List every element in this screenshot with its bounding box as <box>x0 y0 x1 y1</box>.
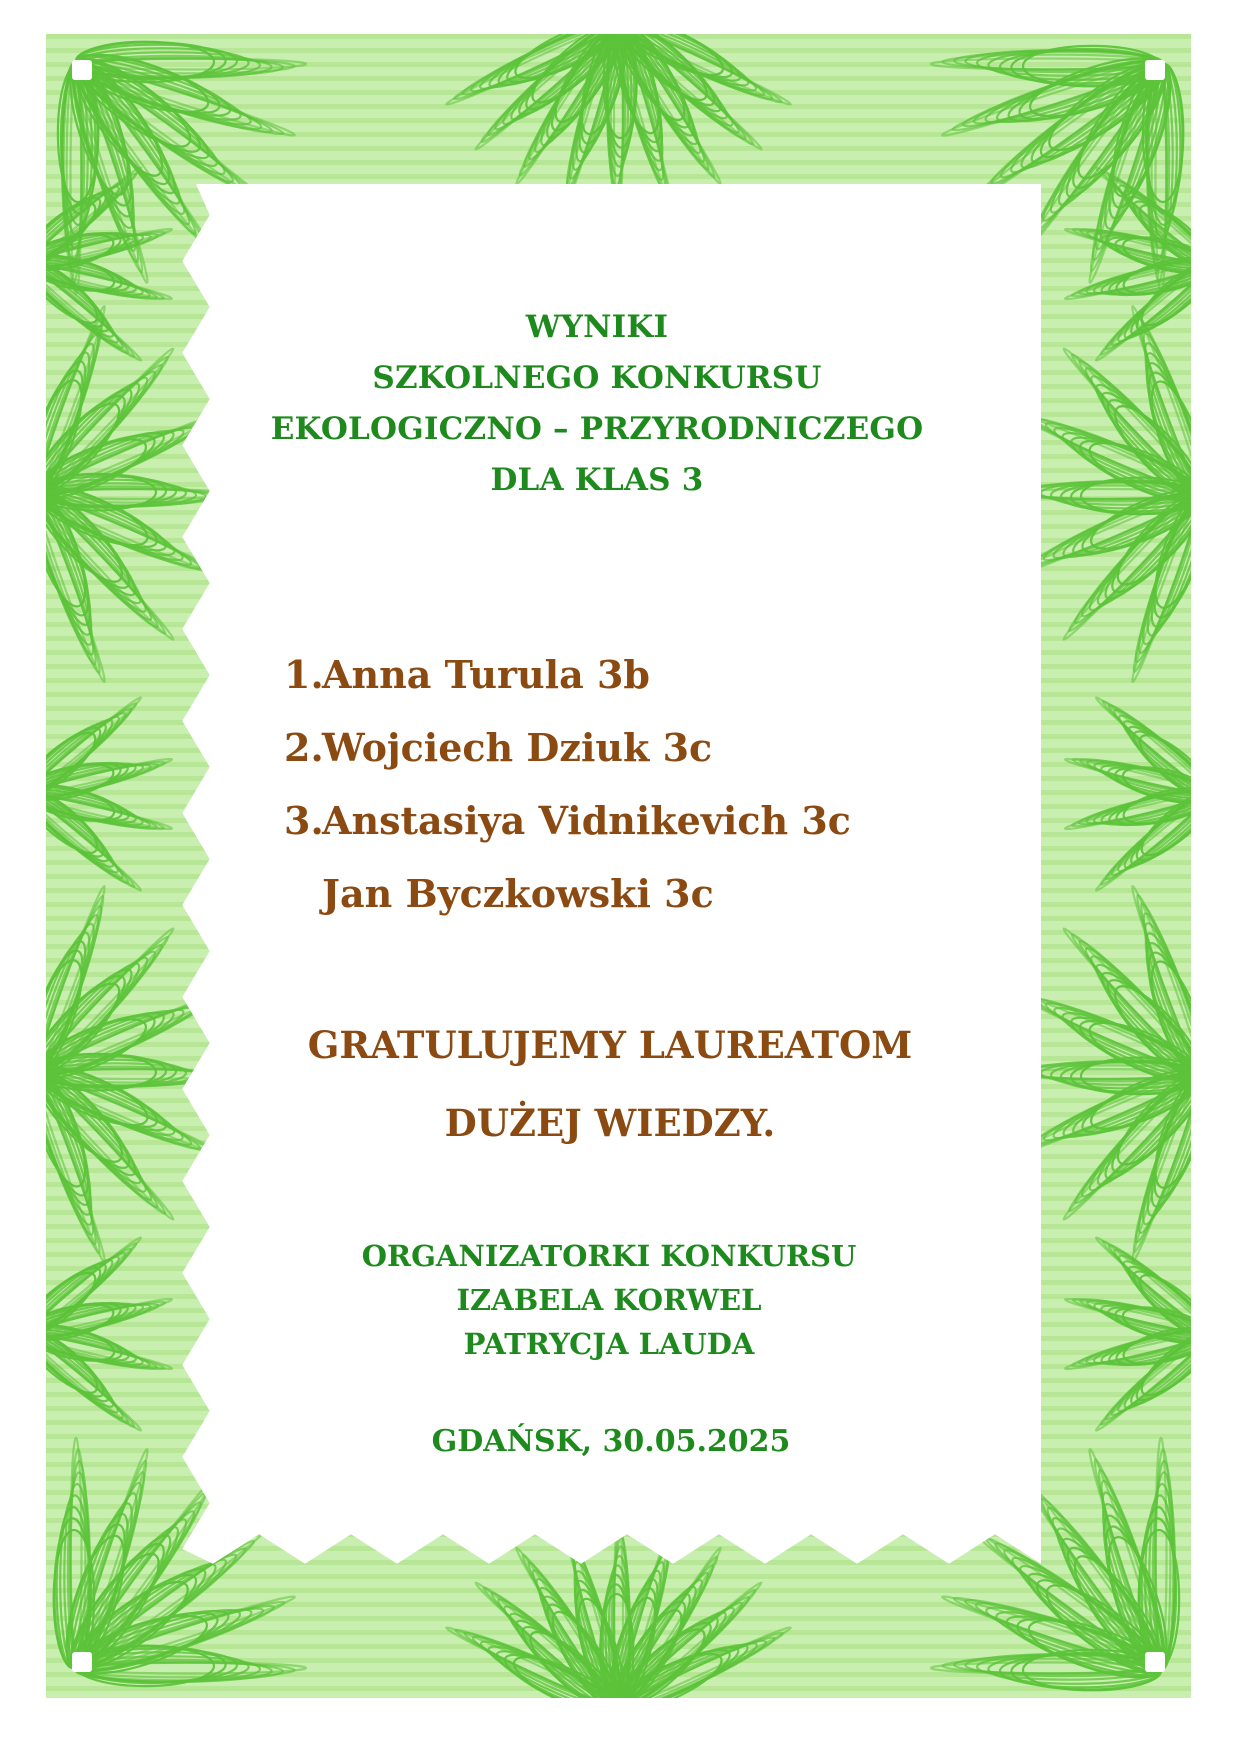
results-heading <box>172 302 1022 506</box>
certificate-content <box>172 160 1022 1555</box>
organizers-title: ORGANIZATORKI KONKURSU <box>361 1239 857 1273</box>
winner-number: 1. <box>284 652 324 697</box>
organizer-name: IZABELA KORWEL <box>456 1283 762 1317</box>
heading-line: WYNIKI <box>525 309 669 345</box>
organizers-block <box>172 1234 1022 1366</box>
winner-item <box>284 638 851 711</box>
winner-name: Anna Turula 3b <box>322 652 650 697</box>
congratulations-line: GRATULUJEMY LAUREATOM <box>307 1023 913 1067</box>
winner-item <box>284 857 851 930</box>
heading-line: SZKOLNEGO KONKURSU <box>372 360 822 396</box>
heading-line: EKOLOGICZNO – PRZYRODNICZEGO <box>270 411 924 447</box>
winner-item <box>284 784 851 857</box>
congratulations-line: DUŻEJ WIEDZY. <box>444 1101 776 1145</box>
place-and-date: GDAŃSK, 30.05.2025 <box>431 1424 791 1459</box>
winner-name: Wojciech Dziuk 3c <box>322 725 713 770</box>
organizer-name: PATRYCJA LAUDA <box>463 1327 755 1361</box>
congratulations-message <box>172 1006 1022 1162</box>
heading-line: DLA KLAS 3 <box>490 462 704 498</box>
winner-name: Jan Byczkowski 3c <box>322 871 714 916</box>
winners-list <box>284 638 851 930</box>
winner-name: Anstasiya Vidnikevich 3c <box>322 798 851 843</box>
winner-item <box>284 711 851 784</box>
winner-number: 3. <box>284 798 324 843</box>
winner-number: 2. <box>284 725 324 770</box>
